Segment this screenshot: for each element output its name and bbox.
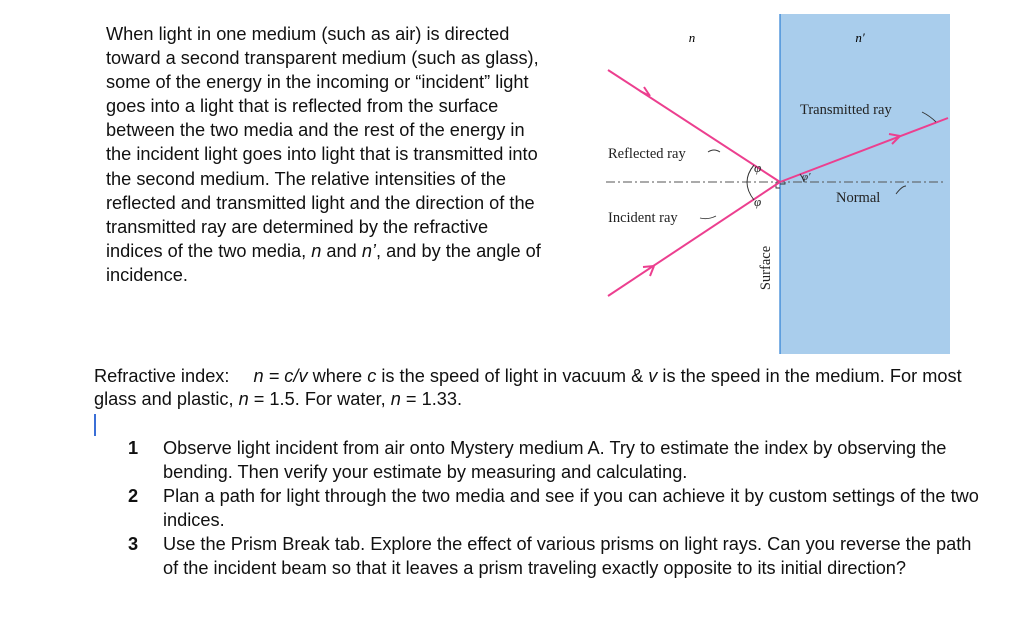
intro-paragraph xyxy=(106,22,546,287)
intro-and: and xyxy=(321,240,362,261)
refractive-t3: is the speed in the medium. For most glass and plastic, xyxy=(94,366,962,409)
refraction-diagram xyxy=(604,14,950,354)
surface-label: Surface xyxy=(758,245,774,291)
list-text: Use the Prism Break tab. Explore the effect of various prisms on light rays. Can you reverse the path of the incident beam so that it leaves a prism traveling exactly opposite to its initial direction? xyxy=(163,534,972,578)
intro-text-1: When light in one medium (such as air) is directed toward a second transparent medium (such as glass), some of the energy in the incoming or “incident” light goes into a light that is reflected from the surface between the two media and the rest of the energy in the incident light goes into light that is transmitted into the second medium. The relative intensities of the reflected and transmitted light and the direction of the transmitted ray are determined by the refractive indices of the two media, xyxy=(106,24,539,261)
incident-leader xyxy=(700,216,716,219)
refractive-c: c xyxy=(367,366,377,386)
refractive-n1: n xyxy=(238,389,249,409)
refractive-t1: where xyxy=(307,366,368,386)
list-number: 3 xyxy=(128,534,139,554)
list-text: Observe light incident from air onto Mystery medium A. Try to estimate the index by observing the bending. Then verify your estimate by measuring and calculating. xyxy=(163,438,947,482)
list-number: 1 xyxy=(128,438,139,458)
phi-prime-label: φ′ xyxy=(802,171,811,183)
refractive-label: Refractive index: xyxy=(94,366,230,386)
refractive-formula: n = c/v xyxy=(253,366,308,386)
label-nprime: n′ xyxy=(855,30,865,45)
list-item xyxy=(128,532,988,580)
reflected-ray-label: Reflected ray xyxy=(608,146,686,162)
phi-upper-label: φ xyxy=(754,160,762,175)
second-medium xyxy=(780,14,950,354)
refractive-n2: n xyxy=(390,389,401,409)
normal-label: Normal xyxy=(836,190,881,206)
refractive-t2: is the speed of light in vacuum & xyxy=(376,366,649,386)
list-item xyxy=(128,484,988,532)
intro-nprime: n’ xyxy=(361,240,376,261)
intro-text-2: , and by the angle of incidence. xyxy=(106,240,541,285)
text-cursor[interactable] xyxy=(94,414,96,436)
reflected-leader xyxy=(708,150,720,152)
refractive-t4: = 1.5. For water, xyxy=(248,389,391,409)
label-n: n xyxy=(688,30,696,45)
list-number: 2 xyxy=(128,486,139,506)
refraction-svg xyxy=(604,14,950,354)
transmitted-ray-label: Transmitted ray xyxy=(800,102,892,118)
refractive-t5: = 1.33. xyxy=(400,389,463,409)
question-list xyxy=(128,436,988,580)
refractive-v: v xyxy=(648,366,658,386)
list-item xyxy=(128,436,988,484)
phi-lower-label: φ xyxy=(754,194,762,209)
list-text: Plan a path for light through the two media and see if you can achieve it by custom settings of the two indices. xyxy=(163,486,979,530)
refractive-index-paragraph xyxy=(94,365,974,411)
intro-n: n xyxy=(311,240,322,261)
incident-ray-label: Incident ray xyxy=(608,210,678,226)
